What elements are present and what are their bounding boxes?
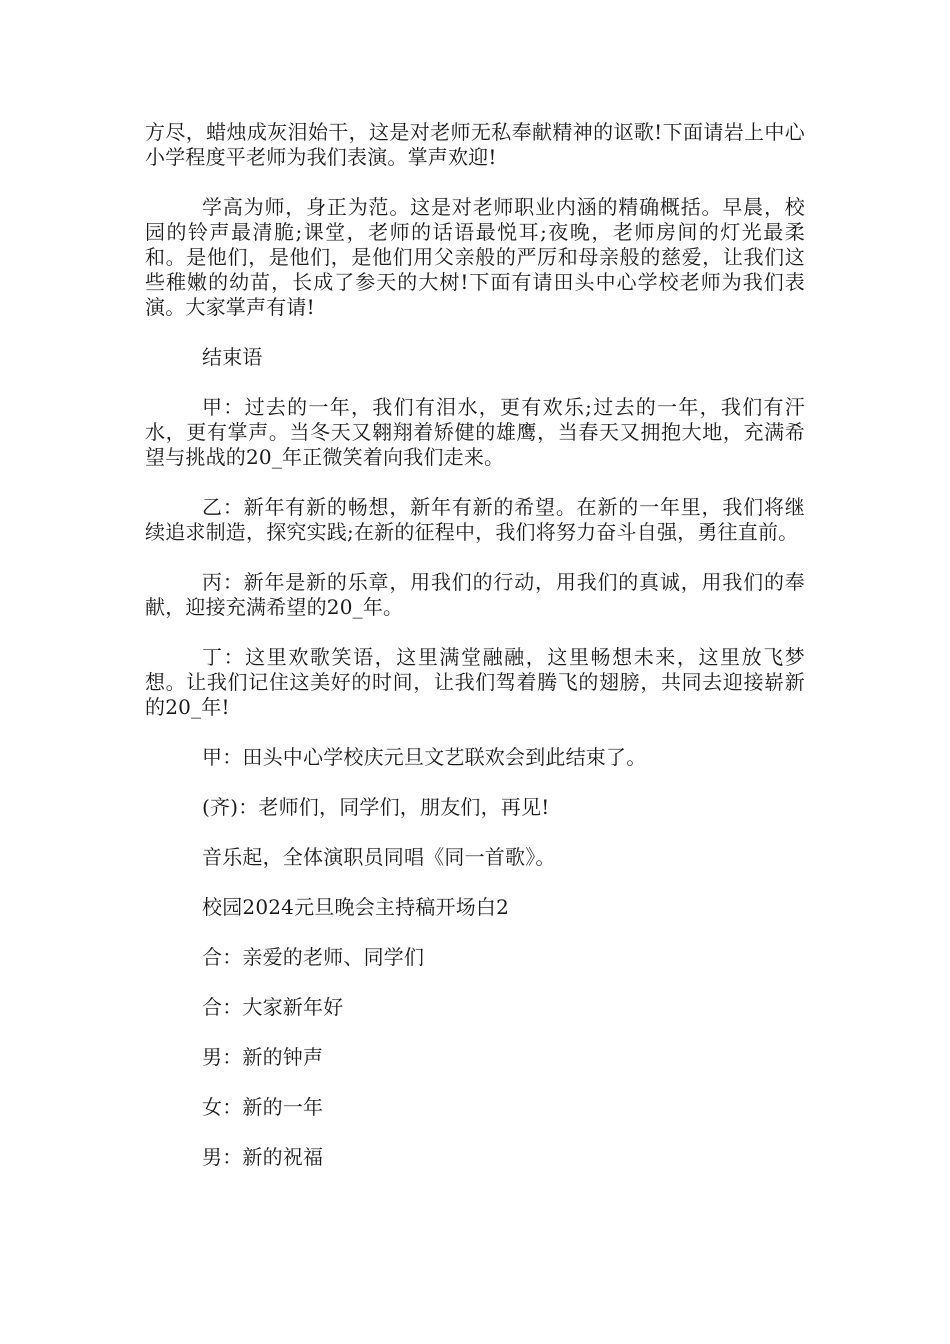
paragraph-continuation: 方尽，蜡烛成灰泪始干，这是对老师无私奉献精神的讴歌!下面请岩上中心小学程度平老师为我们表演。掌声欢迎! <box>145 120 805 169</box>
paragraph-line-he-2: 合：大家新年好 <box>202 995 344 1019</box>
paragraph-line-female-1: 女：新的一年 <box>202 1095 324 1119</box>
paragraph-host-ding: 丁：这里欢歌笑语，这里满堂融融，这里畅想未来，这里放飞梦想。让我们记住这美好的时间，让我们驾着腾飞的翅膀，共同去迎接崭新的20_年! <box>145 645 805 719</box>
paragraph-all-farewell: (齐)：老师们，同学们，朋友们，再见! <box>202 795 550 819</box>
paragraph-teacher-tribute: 学高为师，身正为范。这是对老师职业内涵的精确概括。早晨，校园的铃声最清脆;课堂，老师的话语最悦耳;夜晚，老师房间的灯光最柔和。是他们，是他们，是他们用父亲般的严厉和母亲般的慈爱，让我们这些稚嫩的幼苗，长成了参天的大树!下面有请田头中心学校老师为我们表演。大家掌声有请! <box>145 195 805 319</box>
paragraph-host-jia-closing: 甲：田头中心学校庆元旦文艺联欢会到此结束了。 <box>202 745 647 769</box>
paragraph-line-male-1: 男：新的钟声 <box>202 1045 324 1069</box>
paragraph-line-male-2: 男：新的祝福 <box>202 1145 324 1169</box>
paragraph-line-he-1: 合：亲爱的老师、同学们 <box>202 945 425 969</box>
paragraph-host-bing: 丙：新年是新的乐章，用我们的行动，用我们的真诚，用我们的奉献，迎接充满希望的20_年。 <box>145 570 805 619</box>
paragraph-music-cue: 音乐起，全体演职员同唱《同一首歌》。 <box>202 845 556 869</box>
paragraph-host-yi: 乙：新年有新的畅想，新年有新的希望。在新的一年里，我们将继续追求制造，探究实践;在新的征程中，我们将努力奋斗自强，勇往直前。 <box>145 495 805 544</box>
section-heading-closing: 结束语 <box>202 345 263 369</box>
paragraph-host-jia: 甲：过去的一年，我们有泪水，更有欢乐;过去的一年，我们有汗水，更有掌声。当冬天又翱翔着矫健的雄鹰，当春天又拥抱大地，充满希望与挑战的20_年正微笑着向我们走来。 <box>145 395 805 469</box>
document-body <box>145 120 805 1195</box>
section-title-script-2: 校园2024元旦晚会主持稿开场白2 <box>202 895 510 919</box>
